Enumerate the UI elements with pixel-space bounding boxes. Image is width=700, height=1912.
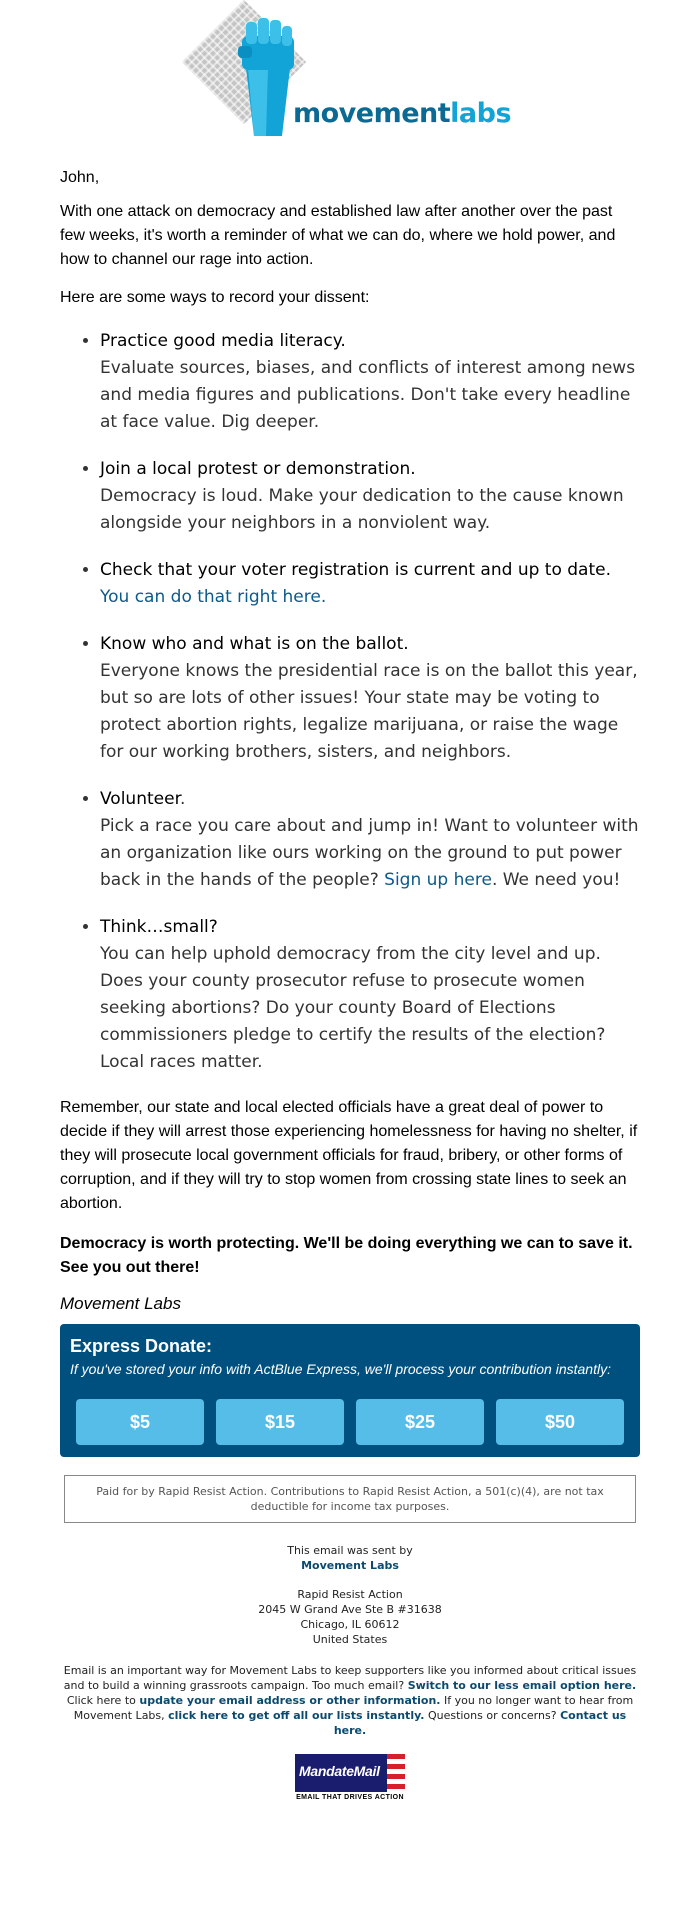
unsubscribe-link[interactable]: click here to get off all our lists instantly. [168,1709,425,1722]
intro-paragraph: With one attack on democracy and established law after another over the past few weeks, it's worth a reminder of what we can do, where we hold power, and how to channel our rage into action. [60,203,616,268]
notice-text: If you no longer want to hear from Movement Labs, [73,1694,634,1722]
address-country: United States [312,1633,388,1646]
logo-word-labs: labs [450,98,512,129]
movement-labs-logo[interactable] [60,0,640,150]
donate-5-button[interactable]: $5 [76,1399,204,1445]
heading-period: . [180,789,186,809]
item-text: Democracy is loud. Make your dedication to the cause known alongside your neighbors in a nonviolent way. [100,486,624,533]
notice-text: Questions or concerns? [427,1709,557,1722]
update-email-link[interactable]: update your email address or other information. [139,1694,441,1707]
item-heading: • Check that your voter registration is current and up to date. [100,560,611,580]
ways-intro: Here are some ways to record your dissent: [60,289,370,306]
donate-50-button[interactable]: $50 [496,1399,624,1445]
list-item [100,557,640,611]
mandatemail-tagline: EMAIL THAT DRIVES ACTION [296,1794,404,1801]
address-street: 2045 W Grand Ave Ste B #31638 [258,1603,442,1616]
donate-25-button[interactable]: $25 [356,1399,484,1445]
signature: Movement Labs [60,1294,181,1313]
list-item [100,786,640,894]
email-preferences-notice [60,1663,640,1738]
mandatemail-logo[interactable] [295,1754,405,1801]
paid-for-disclaimer: Paid for by Rapid Resist Action. Contributions to Rapid Resist Action, a 501(c)(4), are not tax deductible for income tax purposes. [64,1475,636,1523]
item-text [100,813,640,894]
list-item [100,914,640,1076]
address-org: Rapid Resist Action [297,1588,403,1601]
item-text: You can help uphold democracy from the city level and up. Does your county prosecutor refuse to prosecute women seeking abortions? Do your county Board of Elections commissioners pledge to certify the results of the election? Local races matter. [100,944,606,1072]
closing-statement: Democracy is worth protecting. We'll be doing everything we can to save it. See you out there! [60,1235,633,1276]
sign-up-link[interactable]: Sign up here [384,870,492,890]
logo-wordmark [293,98,511,129]
contact-us-link[interactable]: Contact us here. [333,1709,627,1737]
logo-word-movement: movement [293,98,451,129]
voter-registration-link[interactable]: You can do that right here. [100,587,327,607]
mailing-address [60,1587,640,1647]
ways-list [60,328,640,1076]
item-heading [100,786,640,813]
donate-15-button[interactable]: $15 [216,1399,344,1445]
mandatemail-name: MandateMail [299,1763,380,1779]
item-heading: • Think…small? [100,917,218,937]
express-donate-panel [60,1324,640,1457]
item-text: Evaluate sources, biases, and conflicts of interest among news and media figures and publications. Don't take every headline at face value. Dig deeper. [100,358,636,432]
volunteer-text-end: . We need you! [491,870,621,890]
less-email-link[interactable]: Switch to our less email option here. [407,1679,637,1692]
item-heading: • Practice good media literacy. [100,331,346,351]
notice-text: Email is an important way for Movement Labs to keep supporters like you informed about critical issues and to build a winning grassroots campaign. Too much email? [63,1664,637,1692]
notice-text: Click here to [66,1694,136,1707]
donate-subtitle: If you've stored your info with ActBlue Express, we'll process your contribution instantly: [70,1361,611,1377]
greeting: John, [60,169,100,186]
item-heading: • Join a local protest or demonstration. [100,459,416,479]
list-item [100,631,640,766]
donate-title: Express Donate: [70,1336,213,1356]
list-item [100,456,640,537]
sender-link[interactable]: Movement Labs [301,1559,399,1572]
remember-paragraph: Remember, our state and local elected officials have a great deal of power to decide if they will arrest those experiencing homelessness for having no shelter, if they will prosecute local government officials for fraud, bribery, or other forms of corruption, and if they will try to stop women from crossing state lines to seek an abortion. [60,1099,638,1212]
item-text: Everyone knows the presidential race is on the ballot this year, but so are lots of other issues! Your state may be voting to protect abortion rights, legalize marijuana, or raise the wage for our working brothers, sisters, and neighbors. [100,661,638,762]
donate-buttons [70,1399,630,1445]
item-heading: • Know who and what is on the ballot. [100,634,409,654]
address-city: Chicago, IL 60612 [300,1618,400,1631]
mandatemail-badge [295,1754,405,1792]
email-container [60,0,640,1801]
volunteer-text: Pick a race you care about and jump in! Want to volunteer with an organization like ours working on the ground to put power back in the hands of the people? [100,816,639,890]
list-item [100,328,640,436]
sent-by-label: This email was sent by [287,1544,413,1557]
flag-stripes-icon [387,1754,405,1792]
volunteer-heading-text: Volunteer [100,789,180,809]
sent-by [60,1543,640,1573]
